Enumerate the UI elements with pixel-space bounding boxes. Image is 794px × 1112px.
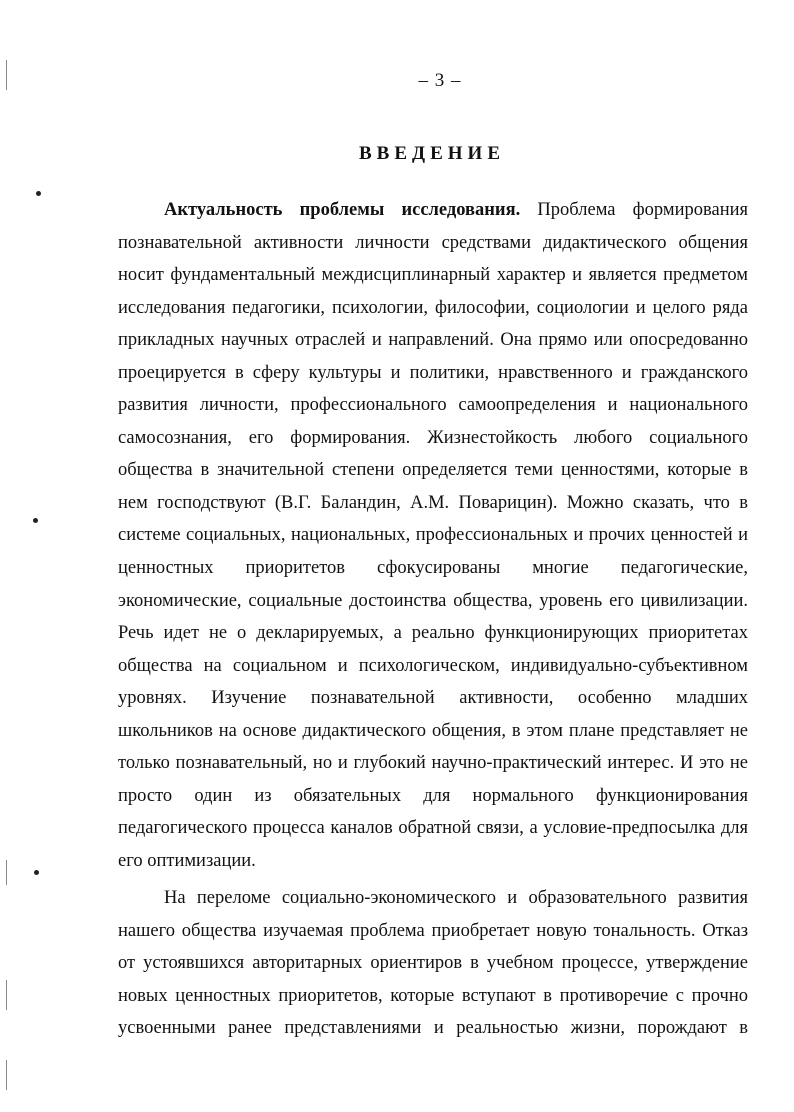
paragraph-line: от устоявшихся авторитарных ориентиров в учебном процессе, утверждение (118, 953, 748, 974)
paragraph-line: нем господствуют (В.Г. Баландин, А.М. Поварицин). Можно сказать, что в (118, 492, 748, 513)
paragraph-line: педагогического процесса каналов обратной связи, а условие-предпосылка для (118, 818, 748, 839)
scan-edge-line (6, 1060, 7, 1090)
lead-bold-text: Актуальность проблемы исследования. (164, 200, 521, 220)
paragraph-line: прикладных научных отраслей и направлений. Она прямо или опосредованно (118, 330, 748, 351)
paragraph-line: экономические, социальные достоинства общества, уровень его цивилизации. (118, 590, 748, 611)
paragraph-line: просто один из обязательных для нормального функционирования (118, 785, 748, 806)
paragraph-line (118, 194, 748, 227)
paragraph-line: общества на социальном и психологическом, индивидуально-субъективном (118, 655, 748, 676)
paragraph-line: нашего общества изучаемая проблема приобретает новую тональность. Отказ (118, 920, 748, 941)
paragraph-line: усвоенными ранее представлениями и реальностью жизни, порождают в (118, 1018, 748, 1039)
binding-hole-mark (33, 518, 38, 523)
paragraph-line: самосознания, его формирования. Жизнестойкость любого социального (118, 427, 748, 448)
paragraph-line: носит фундаментальный междисциплинарный характер и является предметом (118, 265, 748, 286)
paragraph-line: системе социальных, национальных, профессиональных и прочих ценностей и (118, 525, 748, 546)
paragraph-line: На переломе социально-экономического и образовательного развития (164, 888, 748, 908)
paragraph-line: его оптимизации. (118, 850, 256, 871)
paragraph-line: Речь идет не о декларируемых, а реально функционирующих приоритетах (118, 623, 748, 644)
line-text: Проблема формирования (520, 200, 748, 220)
paragraph-line: ценностных приоритетов сфокусированы многие педагогические, (118, 558, 748, 579)
paragraph-line: проецируется в сферу культуры и политики, нравственного и гражданского (118, 362, 748, 383)
paragraph-line: уровнях. Изучение познавательной активности, особенно младших (118, 688, 748, 709)
paragraph-1 (118, 194, 748, 877)
paragraph-line: новых ценностных приоритетов, которые вступают в противоречие с прочно (118, 985, 748, 1006)
binding-hole-mark (36, 191, 41, 196)
paragraph-line: развития личности, профессионального самоопределения и национального (118, 395, 748, 416)
paragraph-line: познавательной активности личности средствами дидактического общения (118, 232, 748, 253)
paragraph-2 (118, 882, 748, 1045)
scan-edge-line (6, 860, 7, 885)
page-number: – 3 – (418, 70, 462, 91)
binding-hole-mark (34, 870, 39, 875)
scan-edge-line (6, 980, 7, 1010)
section-heading: ВВЕДЕНИЕ (359, 143, 505, 164)
paragraph-line: школьников на основе дидактического общения, в этом плане представляет не (118, 720, 748, 741)
paragraph-line: только познавательный, но и глубокий научно-практический интерес. И это не (118, 753, 748, 774)
paragraph-line: общества в значительной степени определяется теми ценностями, которые в (118, 460, 748, 481)
paragraph-line: исследования педагогики, психологии, философии, социологии и целого ряда (118, 297, 748, 318)
